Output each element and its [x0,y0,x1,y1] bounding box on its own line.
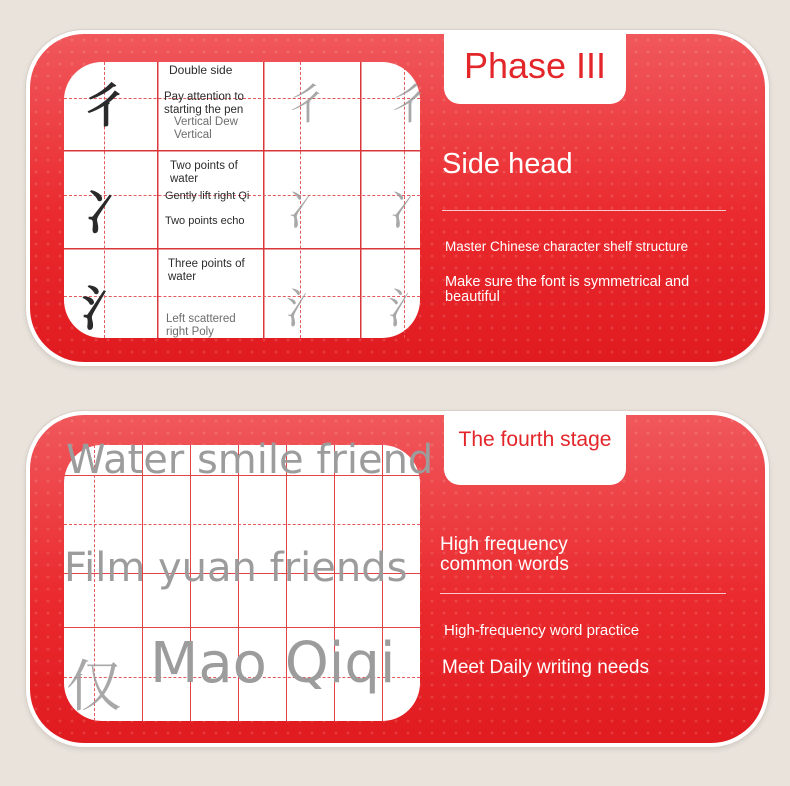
radical-three-points: 氵 [82,281,131,337]
divider [442,210,726,211]
guide-line [64,524,420,525]
radical-trace: 氵 [388,284,431,333]
card-subtext: Master Chinese character shelf structure [445,239,689,254]
overlay-text: Film yuan friends [64,545,408,591]
stage-tab: The fourth stage [444,415,626,485]
radical-two-points: 冫 [84,185,133,241]
grid-line [64,627,420,628]
card-subtext: Meet Daily writing needs [442,657,649,678]
radical-trace: 彳 [286,80,329,129]
note-text: Two points of water [170,160,238,185]
radical-trace: 冫 [286,186,329,235]
divider [440,593,726,594]
radical-trace: 冫 [388,186,431,235]
radical-trace: 氵 [286,284,329,333]
phase-three-card [26,30,769,366]
note-text: Vertical Dew Vertical [174,116,238,141]
overlay-text: Mao Qiqi [150,631,396,696]
radical-trace: 彳 [388,80,431,129]
radical-double-side: 彳 [82,79,128,133]
card-subtext: Make sure the font is symmetrical and beautiful [445,274,690,305]
practice-grid [64,62,431,338]
card-heading: Side head [442,148,573,180]
note-text: Left scattered right Poly [166,313,236,338]
note-text: Two points echo [165,215,245,227]
note-text: Pay attention to starting the pen [164,91,244,116]
card-heading: High frequency common words [440,534,569,575]
note-text: Gently lift right Qi [165,190,250,202]
fourth-stage-card [26,411,769,747]
stage-tab: Phase III [444,34,626,104]
note-text: Double side [169,63,233,77]
note-text: Three points of water [168,258,245,283]
ghost-character: 仅 [66,655,122,720]
card-subtext: High-frequency word practice [444,622,640,639]
overlay-text: Water smile friend [66,437,434,483]
